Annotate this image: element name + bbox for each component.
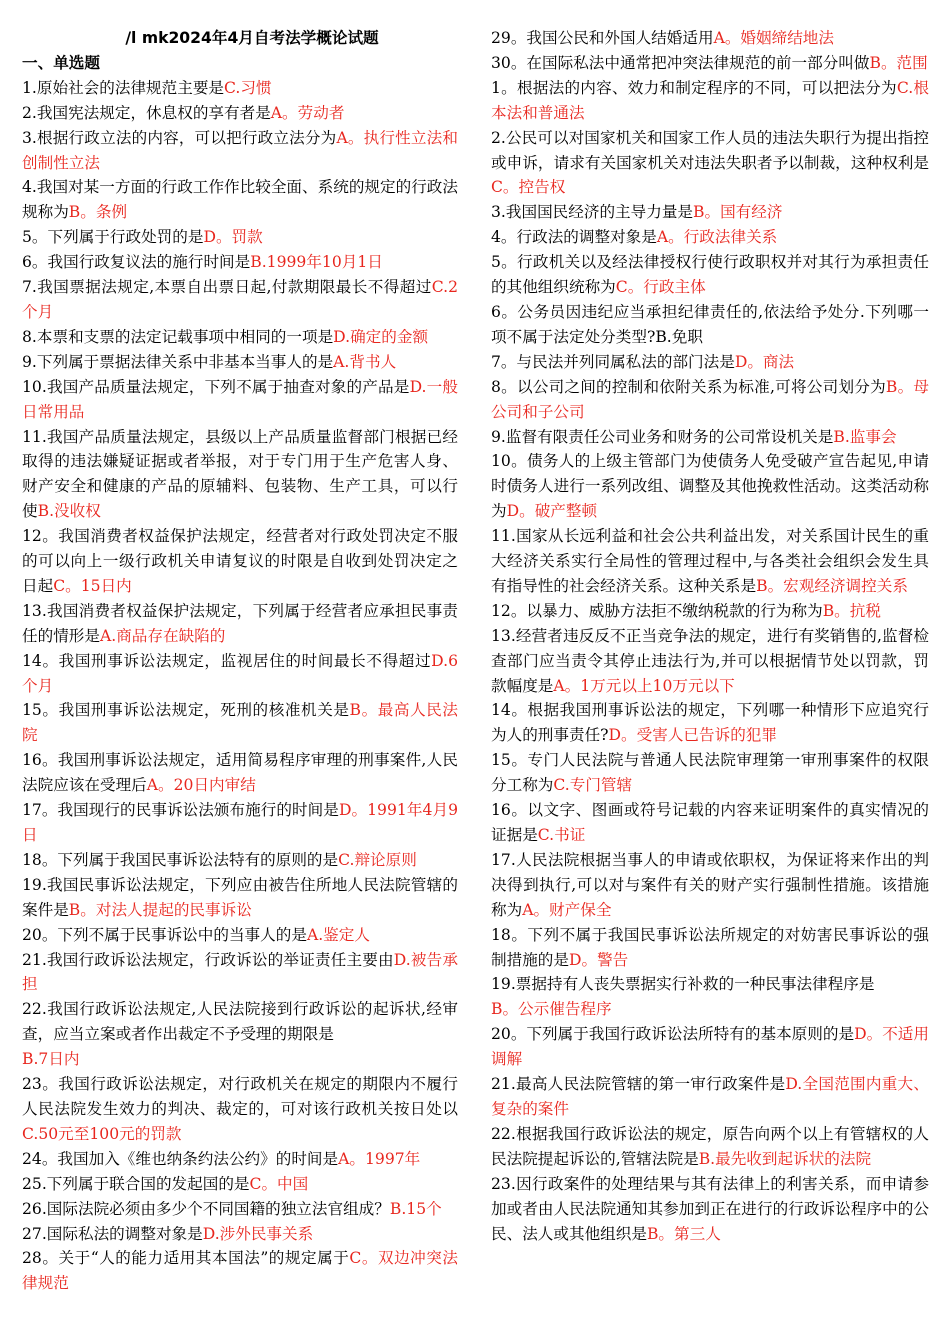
- answer-text: A。执行性立法和创制性立法: [22, 128, 458, 172]
- question-item: [22, 698, 458, 748]
- answer-text: A.商品存在缺陷的: [99, 626, 226, 645]
- question-item: [491, 524, 929, 599]
- question-item: [22, 250, 458, 275]
- answer-text: C.50元至100元的罚款: [22, 1124, 182, 1143]
- question-text: 8.本票和支票的法定记载事项中相同的一项是: [22, 327, 334, 346]
- question-text: 1。根据法的内容、效力和制定程序的不同，可以把法分为: [491, 78, 897, 97]
- question-text: 24。我国加入《维也纳条约法公约》的时间是: [22, 1149, 339, 1168]
- answer-text: A。1997年: [338, 1149, 421, 1168]
- question-item: [22, 425, 458, 525]
- document-title: /l mk2024年4月自考法学概论试题: [125, 29, 379, 47]
- question-text: 7.我国票据法规定,本票自出票日起,付款期限最长不得超过: [22, 278, 432, 297]
- question-item: [491, 425, 929, 450]
- answer-text: C.专门管辖: [553, 776, 633, 795]
- question-item: [491, 300, 929, 350]
- question-item: [491, 26, 929, 51]
- question-item: [22, 1172, 458, 1197]
- question-item: [491, 923, 929, 973]
- question-item: [491, 748, 929, 798]
- question-text: 1.原始社会的法律规范主要是: [22, 78, 225, 97]
- question-item: [22, 1246, 458, 1296]
- question-text: 25.下列属于联合国的发起国的是: [22, 1174, 250, 1193]
- question-list-right: [491, 26, 929, 1246]
- question-text: 6。公务员因违纪应当承担纪律责任的,依法给予处分.下列哪一项不属于法定处分类型?: [491, 302, 929, 346]
- question-item: [491, 698, 929, 748]
- left-column: [22, 26, 458, 1296]
- answer-text: D.涉外民事关系: [202, 1224, 314, 1243]
- answer-text: A.背书人: [333, 352, 397, 371]
- answer-text: B.免职: [655, 327, 703, 346]
- answer-text: B。宏观经济调控关系: [756, 576, 908, 595]
- answer-text: A。劳动者: [270, 103, 345, 122]
- question-item: [22, 1197, 458, 1222]
- answer-text: A.鉴定人: [306, 925, 370, 944]
- right-column: [491, 26, 929, 1246]
- question-item: [22, 599, 458, 649]
- question-item: [22, 748, 458, 798]
- answer-text: D.一般日常用品: [22, 377, 458, 421]
- question-text: 18。下列属于我国民事诉讼法特有的原则的是: [22, 850, 339, 869]
- question-text: 22.根据我国行政诉讼法的规定，原告向两个以上有管辖权的人民法院提起诉讼的,管辖法院是: [491, 1124, 929, 1168]
- question-text: 21.我国行政诉讼法规定，行政诉讼的举证责任主要由: [22, 950, 394, 969]
- answer-text: D.被告承担: [22, 950, 458, 994]
- question-item: [22, 948, 458, 998]
- question-text: 12。我国消费者权益保护法规定，经营者对行政处罚决定不服的可以向上一级行政机关申请复议的时限是自收到处罚决定之日起: [22, 527, 458, 595]
- answer-text: B。范围: [869, 53, 928, 72]
- question-text: 19.我国民事诉讼法规定，下列应由被告住所地人民法院管辖的案件是: [22, 875, 458, 919]
- question-text: 3.根据行政立法的内容，可以把行政立法分为: [22, 128, 337, 147]
- question-text: 19.票据持有人丧失票据实行补救的一种民事法律程序是: [491, 975, 875, 994]
- question-text: 2.公民可以对国家机关和国家工作人员的违法失职行为提出指控或申诉，请求有关国家机关对违法失职者予以制裁，这种权利是: [491, 128, 929, 172]
- question-text: 12。以暴力、威胁方法拒不缴纳税款的行为称为: [491, 601, 823, 620]
- question-text: 17.人民法院根据当事人的申请或依职权，为保证将来作出的判决得到执行,可以对与案件有关的财产实行强制性措施。该措施称为: [491, 850, 929, 919]
- question-text: 22.我国行政诉讼法规定,人民法院接到行政诉讼的起诉状,经审查，应当立案或者作出裁定不予受理的期限是: [22, 1000, 458, 1044]
- question-item: [491, 624, 929, 699]
- question-item: [22, 275, 458, 325]
- question-text: 11.我国产品质量法规定，县级以上产品质量监督部门根据已经取得的违法嫌疑证据或者举报，对于专门用于生产危害人身、财产安全和健康的产品的原辅料、包装物、生产工具，可以行使: [22, 427, 458, 521]
- question-text: 18。下列不属于我国民事诉讼法所规定的对妨害民事诉讼的强制措施的是: [491, 925, 929, 969]
- question-text: 7。与民法并列同属私法的部门法是: [491, 352, 735, 371]
- question-item: [22, 126, 458, 176]
- question-item: [491, 449, 929, 524]
- answer-text: A。财产保全: [522, 900, 612, 919]
- answer-text: A。行政法律关系: [656, 228, 778, 247]
- question-text: 9.下列属于票据法律关系中非基本当事人的是: [22, 352, 334, 371]
- question-text: 27.国际私法的调整对象是: [22, 1224, 203, 1243]
- question-text: 23.因行政案件的处理结果与其有法律上的利害关系，而申请参加或者由人民法院通知其参加到正在进行的行政诉讼程序中的公民、法人或其他组织是: [491, 1174, 929, 1243]
- answer-text: D。受害人已告诉的犯罪: [608, 726, 777, 745]
- answer-text: B。母公司和子公司: [491, 377, 929, 421]
- question-item: [491, 51, 929, 76]
- question-item: [491, 225, 929, 250]
- answer-text: C.2个月: [22, 278, 458, 321]
- question-text: 20。下列不属于民事诉讼中的当事人的是: [22, 925, 307, 944]
- question-text: 2.我国宪法规定，休息权的享有者是: [22, 103, 271, 122]
- answer-text: D.6个月: [22, 651, 458, 695]
- question-text: 16。我国刑事诉讼法规定，适用简易程序审理的刑事案件,人民法院应该在受理后: [22, 751, 458, 795]
- answer-text: B。条例: [68, 203, 128, 222]
- question-item: [491, 599, 929, 624]
- answer-text: D。破产整顿: [506, 502, 598, 521]
- answer-text: D。不适用调解: [491, 1025, 930, 1069]
- question-text: 9.监督有限责任公司业务和财务的公司常设机关是: [491, 427, 834, 446]
- question-item: [22, 375, 458, 425]
- question-text: 11.国家从长远利益和社会公共利益出发，对关系国计民生的重大经济关系实行全局性的管理过程中,与各类社会组织会发生具有指导性的社会经济关系。这种关系是: [491, 527, 929, 595]
- question-item: [22, 1222, 458, 1247]
- question-item: [22, 76, 458, 101]
- question-text: 4。行政法的调整对象是: [491, 228, 657, 247]
- answer-text: B.7日内: [22, 1050, 80, 1069]
- answer-text: C.辩论原则: [338, 850, 417, 869]
- question-item: [22, 798, 458, 848]
- answer-text: D。罚款: [203, 228, 263, 247]
- question-item: [22, 923, 458, 948]
- question-item: [22, 997, 458, 1072]
- question-text: 16。以文字、图画或符号记载的内容来证明案件的真实情况的证据是: [491, 801, 929, 844]
- question-text: 14。根据我国刑事诉讼法的规定，下列哪一种情形下应追究行为人的刑事责任?: [491, 701, 929, 745]
- question-list-left: [22, 76, 458, 1296]
- answer-text: B.监事会: [833, 427, 897, 446]
- question-item: [491, 76, 929, 126]
- question-text: 17。我国现行的民事诉讼法颁布施行的时间是: [22, 801, 339, 820]
- question-text: 13.我国消费者权益保护法规定，下列属于经营者应承担民事责任的情形是: [22, 601, 458, 645]
- question-item: [491, 1122, 929, 1172]
- question-text: 8。以公司之间的控制和依附关系为标准,可将公司划分为: [491, 377, 886, 396]
- question-text: 5。下列属于行政处罚的是: [22, 228, 204, 247]
- answer-text: B。对法人提起的民事诉讼: [68, 900, 252, 919]
- question-item: [491, 126, 929, 201]
- question-text: 28。关于“人的能力适用其本国法”的规定属于: [22, 1249, 350, 1268]
- question-item: [491, 972, 929, 1022]
- answer-text: B.15个: [389, 1199, 442, 1218]
- question-item: [491, 1072, 929, 1122]
- answer-text: B。公示催告程序: [491, 1000, 612, 1019]
- question-item: [491, 375, 929, 425]
- question-item: [22, 1147, 458, 1172]
- question-text: 3.我国国民经济的主导力量是: [491, 203, 694, 222]
- answer-text: A。20日内审结: [146, 776, 256, 795]
- question-text: 21.最高人民法院管辖的第一审行政案件是: [491, 1075, 786, 1094]
- answer-text: B。国有经济: [693, 203, 783, 222]
- question-text: 15。专门人民法院与普通人民法院审理第一审刑事案件的权限分工称为: [491, 751, 929, 795]
- question-text: 14。我国刑事诉讼法规定，监视居住的时间最长不得超过: [22, 651, 432, 670]
- answer-text: C。控告权: [491, 178, 566, 197]
- question-item: [22, 350, 458, 375]
- question-item: [22, 325, 458, 350]
- answer-text: C。15日内: [53, 576, 132, 595]
- answer-text: C.习惯: [224, 78, 272, 97]
- answer-text: C。行政主体: [615, 278, 706, 297]
- question-text: 4.我国对某一方面的行政工作作比较全面、系统的规定的行政法规称为: [22, 178, 458, 222]
- question-item: [491, 1022, 929, 1072]
- answer-text: A。婚姻缔结地法: [713, 29, 834, 47]
- answer-text: B。第三人: [646, 1224, 721, 1243]
- question-item: [491, 250, 929, 300]
- question-item: [22, 873, 458, 923]
- question-text: 15。我国刑事诉讼法规定，死刑的核准机关是: [22, 701, 350, 720]
- question-text: 10。债务人的上级主管部门为使债务人免受破产宣告起见,申请时债务人进行一系列改组、调整及其他挽救性活动。这类活动称为: [491, 452, 929, 521]
- question-text: 29。我国公民和外国人结婚适用: [491, 29, 714, 47]
- question-item: [22, 848, 458, 873]
- answer-text: D。1991年4月9日: [22, 801, 459, 844]
- question-text: 23。我国行政诉讼法规定，对行政机关在规定的期限内不履行人民法院发生效力的判决、裁定的，可对该行政机关按日处以: [22, 1075, 458, 1118]
- answer-text: B.最先收到起诉状的法院: [698, 1149, 872, 1168]
- answer-text: D。警告: [568, 950, 629, 969]
- answer-text: C。双边冲突法律规范: [22, 1249, 458, 1293]
- question-text: 6。我国行政复议法的施行时间是: [22, 253, 251, 272]
- question-item: [22, 649, 458, 699]
- question-text: 10.我国产品质量法规定，下列不属于抽查对象的产品是: [22, 377, 410, 396]
- answer-text: C.根本法和普通法: [491, 78, 930, 122]
- question-text: 5。行政机关以及经法律授权行使行政职权并对其行为承担责任的其他组织统称为: [491, 253, 929, 297]
- question-item: [22, 1072, 458, 1147]
- answer-text: D.全国范围内重大、复杂的案件: [491, 1075, 929, 1118]
- answer-text: D。商法: [734, 352, 795, 371]
- question-item: [22, 524, 458, 599]
- question-item: [491, 350, 929, 375]
- section-heading: 一、单选题: [22, 53, 100, 72]
- answer-text: B.1999年10月1日: [250, 253, 383, 272]
- answer-text: C。中国: [249, 1174, 309, 1193]
- question-item: [22, 225, 458, 250]
- question-item: [491, 798, 929, 848]
- answer-text: D.确定的金额: [333, 327, 429, 346]
- question-item: [491, 848, 929, 923]
- answer-text: A。1万元以上10万元以下: [553, 676, 735, 695]
- answer-text: C.书证: [537, 826, 586, 844]
- answer-text: B。抗税: [822, 601, 881, 620]
- question-text: 13.经营者违反反不正当竞争法的规定，进行有奖销售的,监督检查部门应当责令其停止违法行为,并可以根据情节处以罚款，罚款幅度是: [491, 626, 929, 695]
- question-item: [22, 175, 458, 225]
- question-text: 30。在国际私法中通常把冲突法律规范的前一部分叫做: [491, 53, 870, 72]
- answer-text: B.没收权: [37, 502, 101, 521]
- answer-text: B。最高人民法院: [22, 701, 458, 745]
- question-item: [491, 200, 929, 225]
- question-item: [22, 101, 458, 126]
- question-item: [491, 1172, 929, 1247]
- question-text: 26.国际法院必须由多少个不同国籍的独立法官组成？: [22, 1199, 390, 1218]
- question-text: 20。下列属于我国行政诉讼法所特有的基本原则的是: [491, 1025, 855, 1044]
